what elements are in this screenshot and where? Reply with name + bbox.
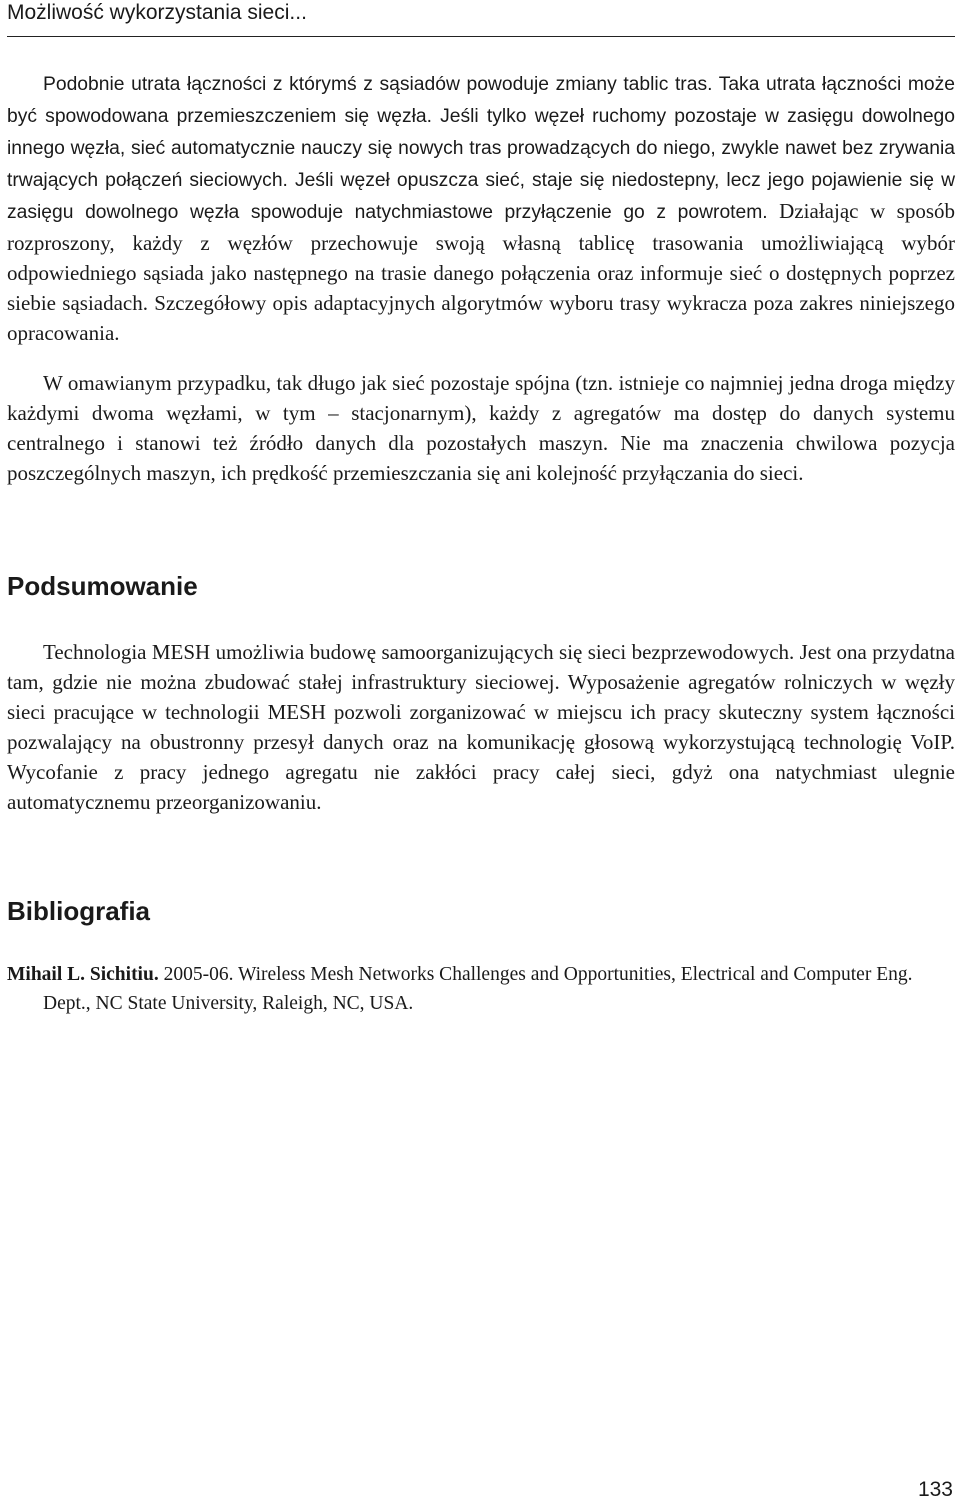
paragraph-serif-part: Działając w sposób rozproszony, każdy z węzłów przechowuje swoją własną tablicę trasowania umożliwiającą wybór odpowiedniego sąsiada jako następnego na trasie danego połączenia oraz informuje sieć o dostępnych poprzez siebie sąsiadach. Szczegółowy opis adaptacyjnych algorytmów wyboru trasy wykracza poza zakres niniejszego opracowania. xyxy=(7,199,955,345)
summary-paragraph: Technologia MESH umożliwia budowę samoorganizujących się sieci bezprzewodowych. Jest ona przydatna tam, gdzie nie można zbudować stałej infrastruktury sieciowej. Wyposażenie agregatów rolniczych w węzły sieci pracujące w technologii MESH pozwoli zorganizować w miejscu ich pracy skuteczny system łączności pozwalający na obustronny przesył danych oraz na komunikację głosową wykorzystującą technologię VoIP. Wycofanie z pracy jednego agregatu nie zakłóci pracy całej sieci, gdyż ona natychmiast ulegnie automatycznemu przeorganizowaniu. xyxy=(7,640,955,814)
bibliography-entry xyxy=(7,960,955,1018)
body-paragraph-connectivity: W omawianym przypadku, tak długo jak sieć pozostaje spójna (tzn. istnieje co najmniej jedna droga między każdymi dwoma węzłami, w tym – stacjonarnym), każdy z agregatów ma dostęp do danych systemu centralnego i stanowi też źródło danych dla pozostałych maszyn. Nie ma znaczenia chwilowa pozycja poszczególnych maszyn, ich prędkość przemieszczania się ani kolejność przyłączania do sieci. xyxy=(7,371,955,485)
paragraph-sans-part: Podobnie utrata łączności z którymś z sąsiadów powoduje zmiany tablic tras. Taka utrata łączności może być spowodowana przemieszczeniem się węzła. Jeśli tylko węzeł ruchomy pozostaje w zasięgu dowolnego innego węzła, sieć automatycznie nauczy się nowych tras prowadzących do niego, zwykle nawet bez zrywania trwających połączeń sieciowych. Jeśli węzeł opuszcza sieć, staje się niedostepny, lecz jego pojawienie się w zasięgu dowolnego węzła spowoduje natychmiastowe przyłączenie go z powrotem. xyxy=(7,74,955,223)
section-heading-bibliography: Bibliografia xyxy=(7,896,151,926)
page-number: 133 xyxy=(917,1478,953,1501)
body-paragraph-routing xyxy=(7,68,955,348)
header-rule xyxy=(7,36,955,37)
section-heading-summary: Podsumowanie xyxy=(7,571,198,601)
bibliography-author: Mihail L. Sichitiu. xyxy=(7,964,159,985)
running-header-title: Możliwość wykorzystania sieci... xyxy=(7,1,307,24)
bibliography-details: 2005-06. Wireless Mesh Networks Challenges and Opportunities, Electrical and Computer Eng. Dept., NC State University, Raleigh, NC, USA. xyxy=(43,964,913,1014)
